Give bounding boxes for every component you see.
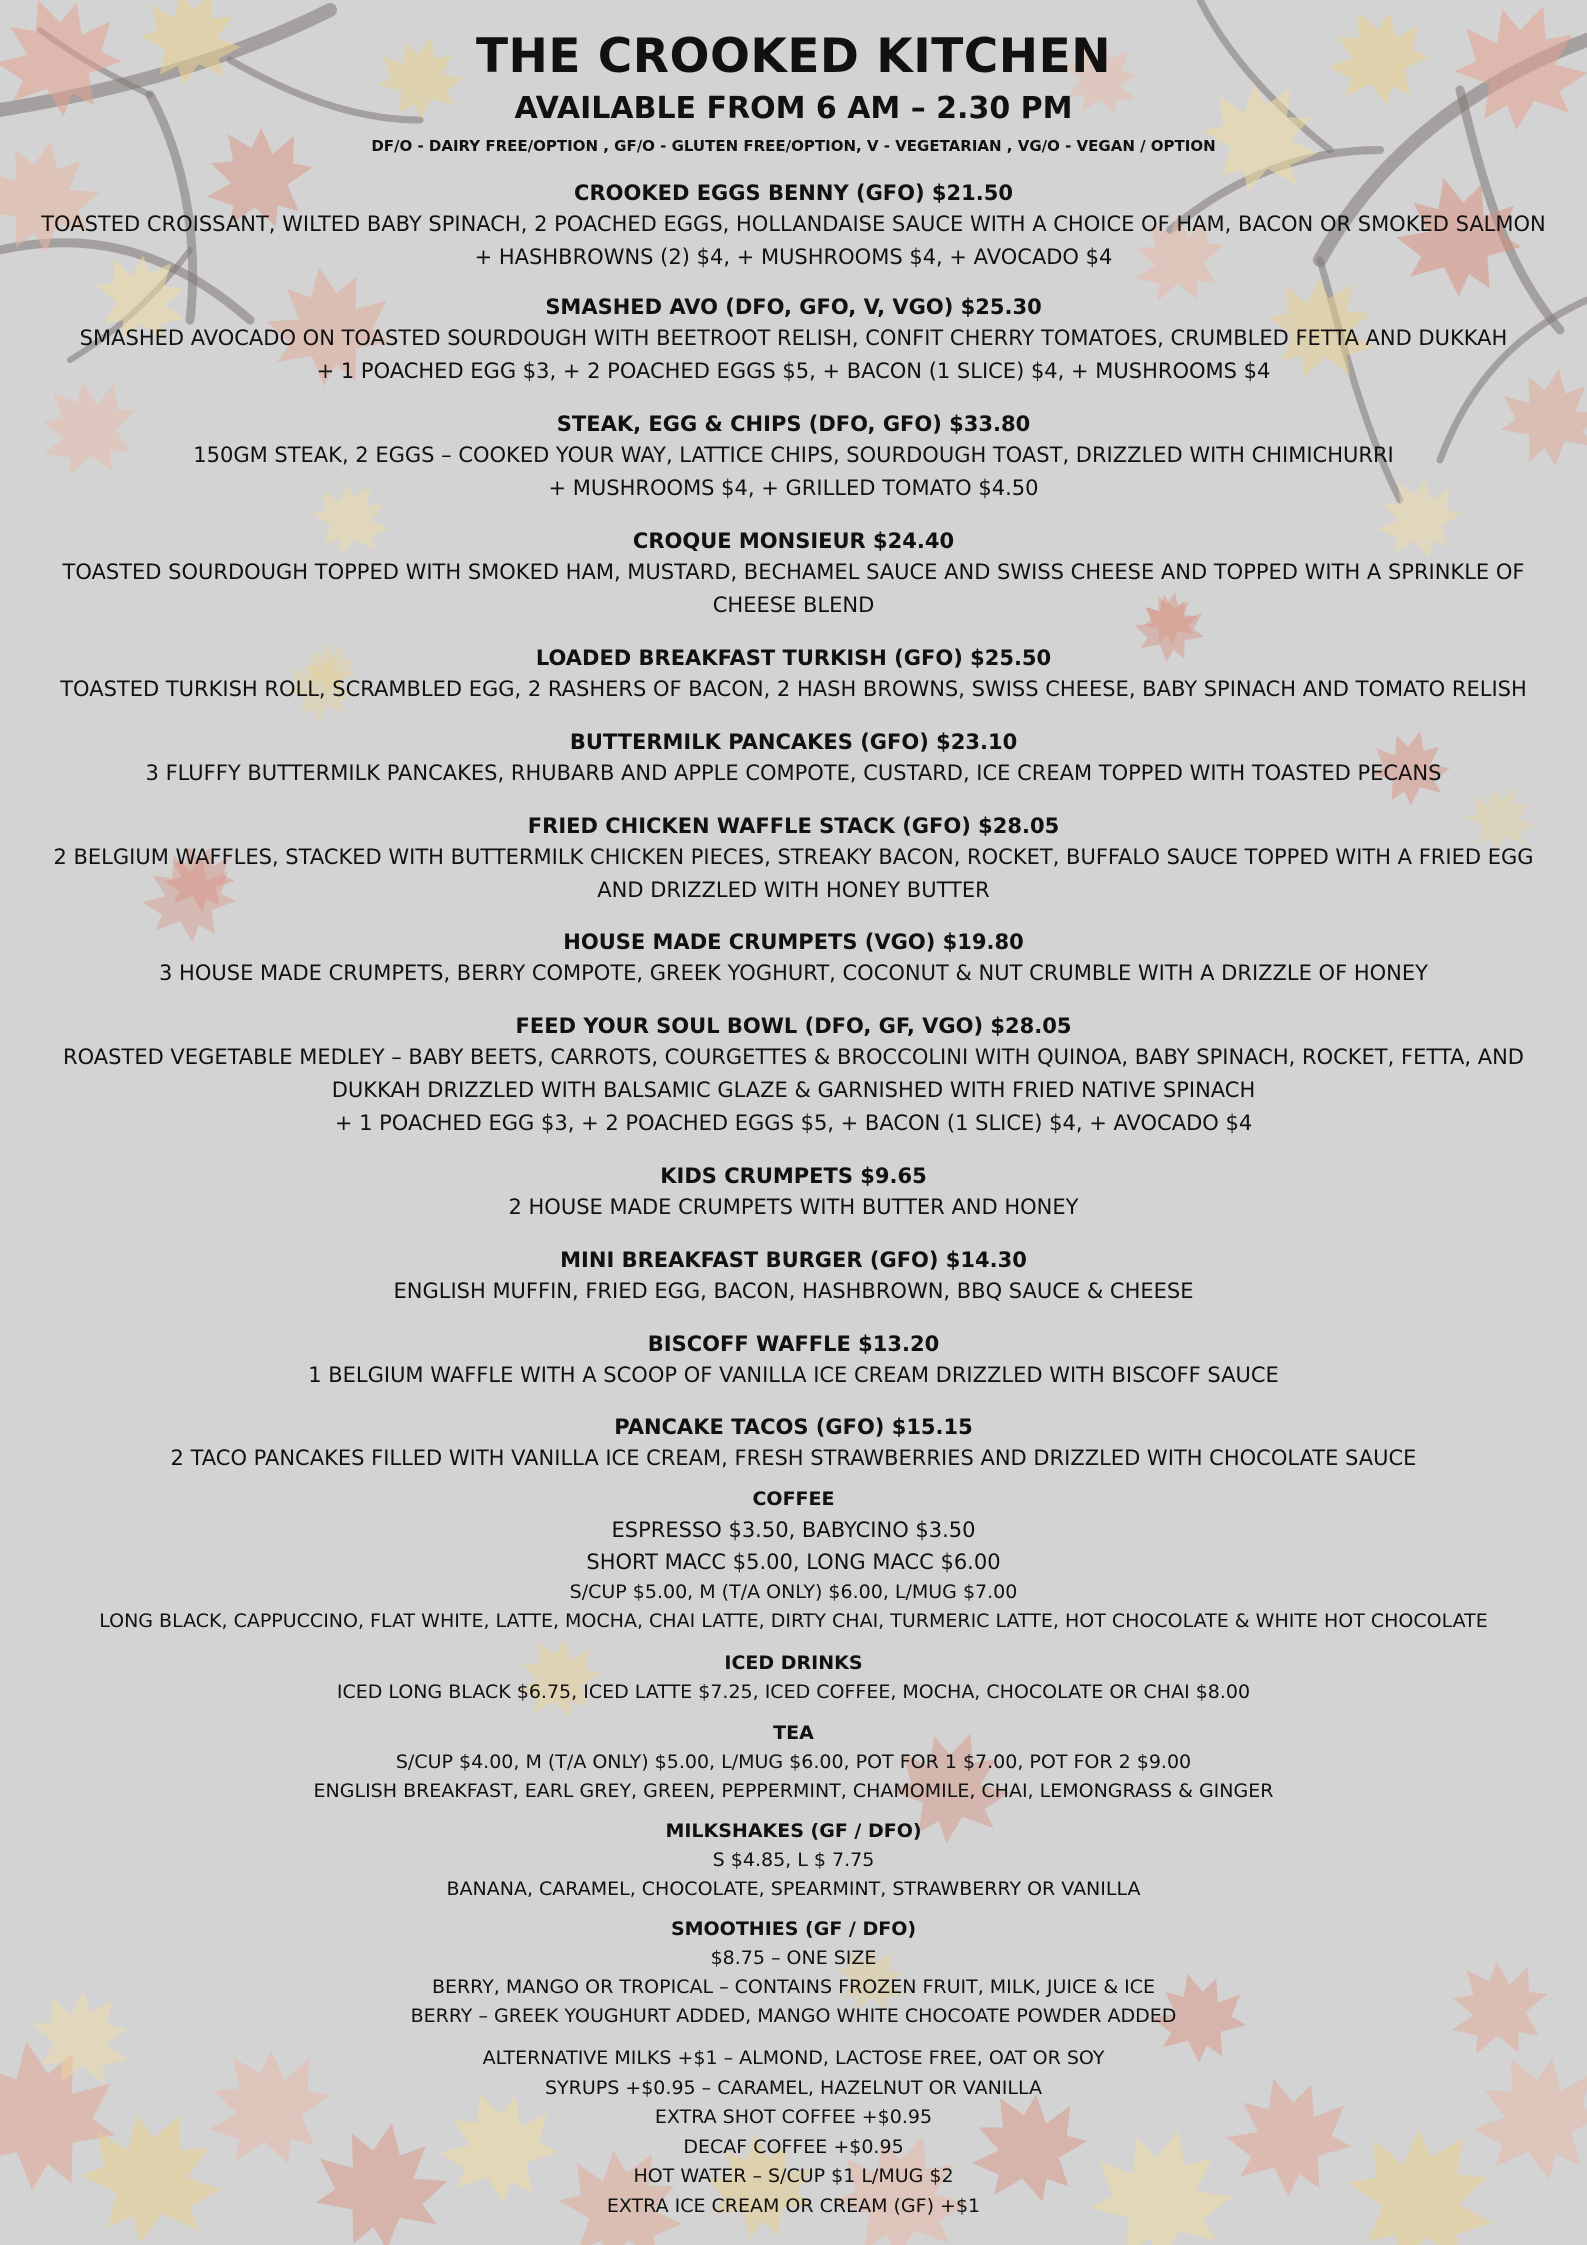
item-title: SMASHED AVO (DFO, GFO, V, VGO) $25.30	[545, 295, 1042, 319]
smoothies-line: BERRY – GREEK YOUGHURT ADDED, MANGO WHITE CHOCOATE POWDER ADDED	[410, 2005, 1177, 2027]
item-description-line: 2 BELGIUM WAFFLES, STACKED WITH BUTTERMILK CHICKEN PIECES, STREAKY BACON, ROCKET, BUFFALO SAUCE TOPPED WITH A FRIED EGG	[53, 845, 1534, 869]
item-description-line: SMASHED AVOCADO ON TOASTED SOURDOUGH WITH BEETROOT RELISH, CONFIT CHERRY TOMATOES, CRUMBLED FETTA AND DUKKAH	[79, 326, 1508, 350]
coffee-line: ESPRESSO $3.50, BABYCINO $3.50	[611, 1518, 976, 1542]
tea-title: TEA	[773, 1722, 814, 1744]
item-addons-line: + 1 POACHED EGG $3, + 2 POACHED EGGS $5, + BACON (1 SLICE) $4, + AVOCADO $4	[334, 1111, 1253, 1135]
item-title: KIDS CRUMPETS $9.65	[660, 1164, 927, 1188]
item-addons-line: + 1 POACHED EGG $3, + 2 POACHED EGGS $5, + BACON (1 SLICE) $4, + MUSHROOMS $4	[316, 359, 1271, 383]
hours-subtitle: AVAILABLE FROM 6 AM – 2.30 PM	[514, 91, 1073, 126]
item-description-line: 3 FLUFFY BUTTERMILK PANCAKES, RHUBARB AND APPLE COMPOTE, CUSTARD, ICE CREAM TOPPED WITH TOASTED PECANS	[145, 761, 1442, 785]
coffee-line: S/CUP $5.00, M (T/A ONLY) $6.00, L/MUG $7.00	[569, 1581, 1018, 1603]
menu-item	[40, 927, 1547, 990]
menu-item	[40, 727, 1547, 790]
extras-line: SYRUPS +$0.95 – CARAMEL, HAZELNUT OR VANILLA	[544, 2076, 1043, 2099]
extras-section	[40, 2044, 1547, 2221]
smoothies-section	[40, 1915, 1547, 2031]
milkshakes-line: BANANA, CARAMEL, CHOCOLATE, SPEARMINT, STRAWBERRY OR VANILLA	[446, 1878, 1141, 1900]
menu-item	[40, 292, 1547, 388]
item-description	[40, 1275, 1547, 1308]
smoothies-line: BERRY, MANGO OR TROPICAL – CONTAINS FROZEN FRUIT, MILK, JUICE & ICE	[431, 1976, 1156, 1998]
tea-line: S/CUP $4.00, M (T/A ONLY) $5.00, L/MUG $6.00, POT FOR 1 $7.00, POT FOR 2 $9.00	[395, 1751, 1192, 1773]
menu-item	[40, 1011, 1547, 1140]
menu-item	[40, 526, 1547, 622]
menu-item	[40, 811, 1547, 907]
smoothies-title: SMOOTHIES (GF / DFO)	[670, 1918, 917, 1940]
coffee-line: SHORT MACC $5.00, LONG MACC $6.00	[586, 1550, 1001, 1574]
item-title: HOUSE MADE CRUMPETS (VGO) $19.80	[563, 930, 1024, 954]
item-title: FEED YOUR SOUL BOWL (DFO, GF, VGO) $28.05	[515, 1014, 1072, 1038]
item-description-line: DUKKAH DRIZZLED WITH BALSAMIC GLAZE & GARNISHED WITH FRIED NATIVE SPINACH	[331, 1078, 1256, 1102]
item-addons-line: + MUSHROOMS $4, + GRILLED TOMATO $4.50	[548, 476, 1039, 500]
item-title: LOADED BREAKFAST TURKISH (GFO) $25.50	[535, 646, 1052, 670]
extras-line: DECAF COFFEE +$0.95	[683, 2135, 904, 2158]
item-description	[40, 208, 1547, 274]
item-description-line: ROASTED VEGETABLE MEDLEY – BABY BEETS, CARROTS, COURGETTES & BROCCOLINI WITH QUINOA, BABY SPINACH, ROCKET, FETTA, AND	[63, 1045, 1524, 1069]
extras-line: ALTERNATIVE MILKS +$1 – ALMOND, LACTOSE FREE, OAT OR SOY	[482, 2047, 1105, 2069]
tea-line: ENGLISH BREAKFAST, EARL GREY, GREEN, PEPPERMINT, CHAMOMILE, CHAI, LEMONGRASS & GINGER	[313, 1780, 1274, 1802]
milkshakes-line: S $4.85, L $ 7.75	[712, 1849, 875, 1871]
item-description	[40, 1359, 1547, 1392]
item-title: CROQUE MONSIEUR $24.40	[632, 529, 955, 553]
item-description	[40, 322, 1547, 388]
extras-line: EXTRA ICE CREAM OR CREAM (GF) +$1	[606, 2194, 981, 2217]
milkshakes-title: MILKSHAKES (GF / DFO)	[665, 1820, 922, 1842]
item-title: MINI BREAKFAST BURGER (GFO) $14.30	[560, 1248, 1027, 1272]
menu-item	[40, 1245, 1547, 1308]
item-description	[40, 673, 1547, 706]
item-description-line: 150GM STEAK, 2 EGGS – COOKED YOUR WAY, LATTICE CHIPS, SOURDOUGH TOAST, DRIZZLED WITH CHIMICHURRI	[193, 443, 1394, 467]
menu-item	[40, 1329, 1547, 1392]
menu-item	[40, 178, 1547, 274]
item-description	[40, 1041, 1547, 1140]
item-description-line: 1 BELGIUM WAFFLE WITH A SCOOP OF VANILLA ICE CREAM DRIZZLED WITH BISCOFF SAUCE	[308, 1363, 1279, 1387]
item-description	[40, 757, 1547, 790]
item-description	[40, 1442, 1547, 1475]
item-title: PANCAKE TACOS (GFO) $15.15	[614, 1415, 973, 1439]
iced-drinks-title: ICED DRINKS	[724, 1652, 863, 1674]
item-title: BISCOFF WAFFLE $13.20	[647, 1332, 940, 1356]
extras-line: EXTRA SHOT COFFEE +$0.95	[654, 2106, 933, 2128]
item-description	[40, 556, 1547, 622]
item-description-line: 2 HOUSE MADE CRUMPETS WITH BUTTER AND HONEY	[508, 1195, 1079, 1219]
item-description-line: 3 HOUSE MADE CRUMPETS, BERRY COMPOTE, GREEK YOGHURT, COCONUT & NUT CRUMBLE WITH A DRIZZLE OF HONEY	[159, 961, 1428, 985]
item-addons-line: + HASHBROWNS (2) $4, + MUSHROOMS $4, + AVOCADO $4	[474, 245, 1113, 269]
dietary-legend: DF/O - DAIRY FREE/OPTION , GF/O - GLUTEN FREE/OPTION, V - VEGETARIAN , VG/O - VEGAN / OPTION	[371, 137, 1216, 155]
coffee-line: LONG BLACK, CAPPUCCINO, FLAT WHITE, LATTE, MOCHA, CHAI LATTE, DIRTY CHAI, TURMERIC LATTE, HOT CHOCOLATE & WHITE HOT CHOCOLATE	[99, 1610, 1488, 1632]
item-title: STEAK, EGG & CHIPS (DFO, GFO) $33.80	[556, 412, 1031, 436]
restaurant-title: THE CROOKED KITCHEN	[475, 29, 1112, 84]
iced-drinks-section	[40, 1649, 1547, 1707]
item-description	[40, 1191, 1547, 1224]
iced-drinks-line: ICED LONG BLACK $6.75, ICED LATTE $7.25, ICED COFFEE, MOCHA, CHOCOLATE OR CHAI $8.00	[336, 1681, 1251, 1703]
item-description	[40, 841, 1547, 907]
item-title: BUTTERMILK PANCAKES (GFO) $23.10	[569, 730, 1018, 754]
item-title: CROOKED EGGS BENNY (GFO) $21.50	[574, 181, 1013, 205]
milkshakes-section	[40, 1817, 1547, 1904]
smoothies-line: $8.75 – ONE SIZE	[710, 1947, 877, 1969]
tea-section	[40, 1719, 1547, 1806]
item-description-line: ENGLISH MUFFIN, FRIED EGG, BACON, HASHBROWN, BBQ SAUCE & CHEESE	[393, 1279, 1194, 1303]
item-description-line: TOASTED CROISSANT, WILTED BABY SPINACH, 2 POACHED EGGS, HOLLANDAISE SAUCE WITH A CHOICE OF HAM, BACON OR SMOKED SALMON	[41, 212, 1546, 236]
item-description	[40, 957, 1547, 990]
item-description-line: TOASTED TURKISH ROLL, SCRAMBLED EGG, 2 RASHERS OF BACON, 2 HASH BROWNS, SWISS CHEESE, BABY SPINACH AND TOMATO RELISH	[60, 677, 1527, 701]
item-description-line: TOASTED SOURDOUGH TOPPED WITH SMOKED HAM, MUSTARD, BECHAMEL SAUCE AND SWISS CHEESE AND TOPPED WITH A SPRINKLE OF	[62, 560, 1525, 584]
item-description-line: AND DRIZZLED WITH HONEY BUTTER	[597, 878, 990, 902]
coffee-title: COFFEE	[752, 1488, 835, 1510]
coffee-section	[40, 1485, 1547, 1636]
item-description-line: CHEESE BLEND	[712, 593, 875, 617]
menu-item	[40, 1412, 1547, 1475]
item-description-line: 2 TACO PANCAKES FILLED WITH VANILLA ICE CREAM, FRESH STRAWBERRIES AND DRIZZLED WITH CHOCOLATE SAUCE	[170, 1446, 1417, 1470]
menu-item	[40, 643, 1547, 706]
menu-item	[40, 1161, 1547, 1224]
item-description	[40, 439, 1547, 505]
menu-item	[40, 409, 1547, 505]
item-title: FRIED CHICKEN WAFFLE STACK (GFO) $28.05	[527, 814, 1060, 838]
extras-line: HOT WATER – S/CUP $1 L/MUG $2	[633, 2165, 954, 2187]
